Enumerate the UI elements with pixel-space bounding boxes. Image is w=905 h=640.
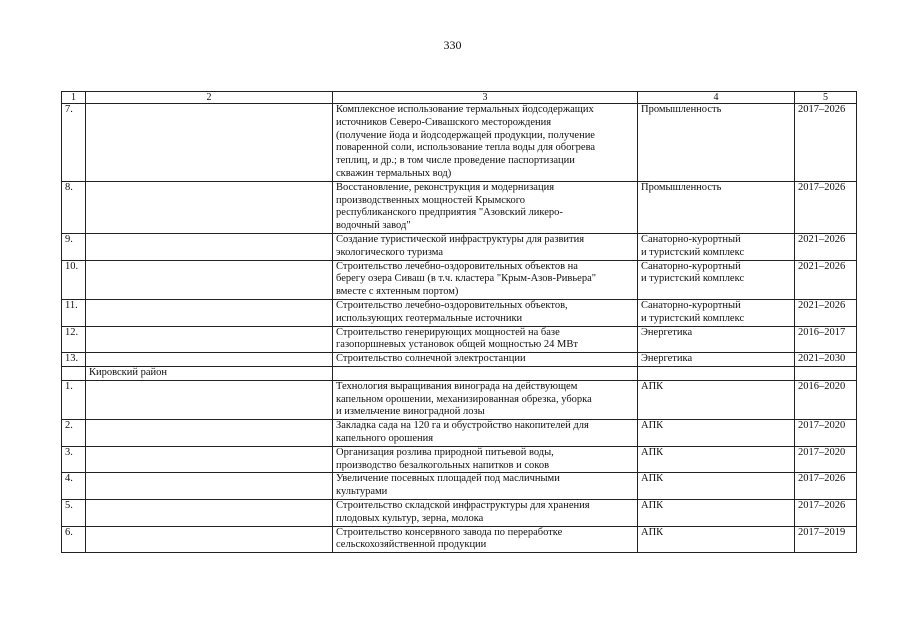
period-cell: 2017–2020 [795,446,857,473]
row-number-cell: 12. [62,326,86,353]
row-number-cell: 6. [62,526,86,553]
row-number-cell: 2. [62,420,86,447]
row-number-cell: 3. [62,446,86,473]
sector-cell: Санаторно-курортный и туристский комплекс [638,299,795,326]
table-row [62,526,857,553]
district-name-cell [86,104,333,182]
district-name-cell [86,233,333,260]
district-name-cell [86,420,333,447]
sector-cell: АПК [638,380,795,419]
project-description-cell: Организация розлива природной питьевой воды, производство безалкогольных напитков и соков [333,446,638,473]
row-number-cell: 8. [62,181,86,233]
row-number-cell: 4. [62,473,86,500]
table-row [62,260,857,299]
period-cell: 2017–2026 [795,499,857,526]
table-row [62,499,857,526]
project-description-cell: Увеличение посевных площадей под масличными культурами [333,473,638,500]
table-row [62,353,857,367]
period-cell: 2017–2026 [795,104,857,182]
row-number-cell: 9. [62,233,86,260]
sector-cell: Санаторно-курортный и туристский комплекс [638,233,795,260]
district-name-cell [86,181,333,233]
sector-cell: АПК [638,499,795,526]
project-description-cell: Строительство лечебно-оздоровительных объектов на берегу озера Сиваш (в т.ч. кластера "Крым-Азов-Ривьера" вместе с яхтенным портом) [333,260,638,299]
table-row [62,446,857,473]
sector-cell: АПК [638,473,795,500]
district-name-cell: Кировский район [86,366,333,380]
period-cell: 2021–2026 [795,299,857,326]
table-row [62,104,857,182]
header-cell-4: 4 [638,92,795,104]
project-description-cell: Комплексное использование термальных йодсодержащих источников Северо-Сивашского месторождения (получение йода и йодсодержащей продукции, получение поваренной соли, использование тепла воды для обогрева теплиц, и др.; в том числе проведение паспортизации скважин термальных вод) [333,104,638,182]
table-row [62,299,857,326]
project-description-cell: Строительство генерирующих мощностей на базе газопоршневых установок общей мощностью 24 МВт [333,326,638,353]
investment-projects-table [61,91,857,553]
project-description-cell: Закладка сада на 120 га и обустройство накопителей для капельного орошения [333,420,638,447]
row-number-cell: 7. [62,104,86,182]
period-cell [795,366,857,380]
district-name-cell [86,326,333,353]
sector-cell [638,366,795,380]
section-row [62,366,857,380]
header-cell-5: 5 [795,92,857,104]
page-number: 330 [443,38,462,52]
project-description-cell: Восстановление, реконструкция и модернизация производственных мощностей Крымского республиканского предприятия "Азовский ликеро- водочный завод" [333,181,638,233]
header-cell-1: 1 [62,92,86,104]
project-description-cell: Создание туристической инфраструктуры для развития экологического туризма [333,233,638,260]
table-row [62,233,857,260]
table-header-row [62,92,857,104]
header-cell-2: 2 [86,92,333,104]
district-name-cell [86,353,333,367]
project-description-cell: Строительство складской инфраструктуры для хранения плодовых культур, зерна, молока [333,499,638,526]
table-row [62,326,857,353]
table-row [62,420,857,447]
table-row [62,473,857,500]
sector-cell: АПК [638,446,795,473]
row-number-cell: 11. [62,299,86,326]
period-cell: 2017–2026 [795,181,857,233]
sector-cell: Энергетика [638,326,795,353]
project-description-cell: Строительство солнечной электростанции [333,353,638,367]
project-description-cell: Строительство консервного завода по переработке сельскохозяйственной продукции [333,526,638,553]
period-cell: 2021–2026 [795,260,857,299]
period-cell: 2021–2030 [795,353,857,367]
row-number-cell [62,366,86,380]
district-name-cell [86,499,333,526]
district-name-cell [86,299,333,326]
row-number-cell: 5. [62,499,86,526]
project-description-cell: Технология выращивания винограда на действующем капельном орошении, механизированная обрезка, уборка и измельчение виноградной лозы [333,380,638,419]
sector-cell: АПК [638,420,795,447]
table-row [62,380,857,419]
sector-cell: АПК [638,526,795,553]
sector-cell: Энергетика [638,353,795,367]
district-name-cell [86,380,333,419]
row-number-cell: 1. [62,380,86,419]
period-cell: 2017–2020 [795,420,857,447]
sector-cell: Промышленность [638,104,795,182]
period-cell: 2017–2019 [795,526,857,553]
sector-cell: Промышленность [638,181,795,233]
sector-cell: Санаторно-курортный и туристский комплекс [638,260,795,299]
project-description-cell: Строительство лечебно-оздоровительных объектов, использующих геотермальные источники [333,299,638,326]
period-cell: 2016–2017 [795,326,857,353]
row-number-cell: 10. [62,260,86,299]
district-name-cell [86,260,333,299]
district-name-cell [86,526,333,553]
period-cell: 2021–2026 [795,233,857,260]
row-number-cell: 13. [62,353,86,367]
district-name-cell [86,446,333,473]
project-description-cell [333,366,638,380]
table-row [62,181,857,233]
district-name-cell [86,473,333,500]
period-cell: 2017–2026 [795,473,857,500]
period-cell: 2016–2020 [795,380,857,419]
header-cell-3: 3 [333,92,638,104]
